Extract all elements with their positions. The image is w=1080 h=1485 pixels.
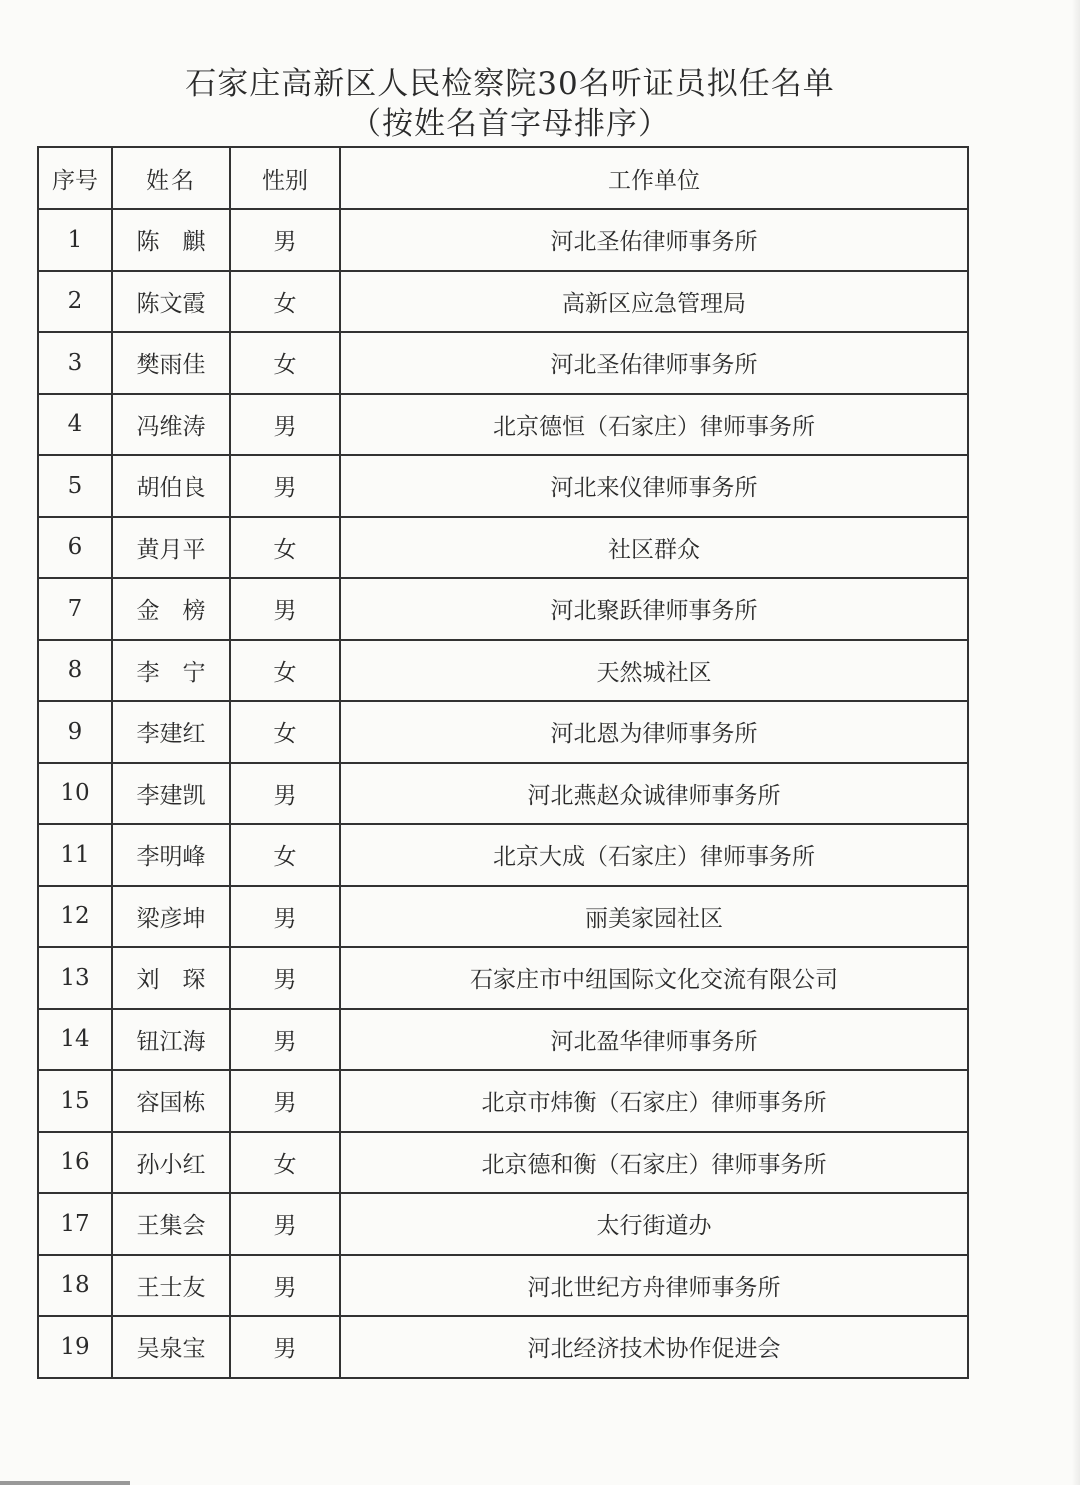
cell-name: 孙小红 <box>112 1132 230 1194</box>
table-row <box>38 209 968 271</box>
cell-gender: 女 <box>230 332 340 394</box>
cell-workplace: 北京市炜衡（石家庄）律师事务所 <box>340 1070 968 1132</box>
cell-gender: 男 <box>230 209 340 271</box>
cell-workplace: 社区群众 <box>340 517 968 579</box>
cell-name: 陈 麒 <box>112 209 230 271</box>
cell-name: 容国栋 <box>112 1070 230 1132</box>
cell-workplace: 河北聚跃律师事务所 <box>340 578 968 640</box>
cell-gender: 男 <box>230 763 340 825</box>
table-row <box>38 763 968 825</box>
cell-name: 吴泉宝 <box>112 1316 230 1378</box>
cell-gender: 女 <box>230 824 340 886</box>
cell-workplace: 北京德和衡（石家庄）律师事务所 <box>340 1132 968 1194</box>
appointee-table <box>37 146 969 1379</box>
cell-index: 17 <box>38 1193 112 1255</box>
cell-workplace: 河北世纪方舟律师事务所 <box>340 1255 968 1317</box>
cell-gender: 女 <box>230 640 340 702</box>
cell-gender: 男 <box>230 1316 340 1378</box>
cell-workplace: 河北圣佑律师事务所 <box>340 209 968 271</box>
page-edge <box>1072 0 1080 1485</box>
cell-index: 9 <box>38 701 112 763</box>
cell-name: 李 宁 <box>112 640 230 702</box>
table-row <box>38 455 968 517</box>
table-row <box>38 1070 968 1132</box>
cell-index: 16 <box>38 1132 112 1194</box>
cell-workplace: 河北盈华律师事务所 <box>340 1009 968 1071</box>
cell-name: 王集会 <box>112 1193 230 1255</box>
cell-name: 黄月平 <box>112 517 230 579</box>
cell-name: 梁彦坤 <box>112 886 230 948</box>
cell-workplace: 河北来仪律师事务所 <box>340 455 968 517</box>
cell-gender: 男 <box>230 1193 340 1255</box>
cell-workplace: 丽美家园社区 <box>340 886 968 948</box>
table-row <box>38 1193 968 1255</box>
cell-gender: 男 <box>230 886 340 948</box>
cell-name: 冯维涛 <box>112 394 230 456</box>
cell-name: 李建凯 <box>112 763 230 825</box>
cell-index: 8 <box>38 640 112 702</box>
cell-name: 刘 琛 <box>112 947 230 1009</box>
cell-name: 樊雨佳 <box>112 332 230 394</box>
cell-index: 15 <box>38 1070 112 1132</box>
cell-index: 2 <box>38 271 112 333</box>
cell-index: 10 <box>38 763 112 825</box>
table-header-row <box>38 147 968 209</box>
cell-name: 王士友 <box>112 1255 230 1317</box>
cell-workplace: 高新区应急管理局 <box>340 271 968 333</box>
cell-index: 1 <box>38 209 112 271</box>
cell-gender: 男 <box>230 947 340 1009</box>
cell-index: 4 <box>38 394 112 456</box>
table-row <box>38 517 968 579</box>
cell-workplace: 太行街道办 <box>340 1193 968 1255</box>
table-row <box>38 886 968 948</box>
table-row <box>38 578 968 640</box>
cell-name: 金 榜 <box>112 578 230 640</box>
cell-workplace: 河北圣佑律师事务所 <box>340 332 968 394</box>
cell-gender: 女 <box>230 517 340 579</box>
cell-name: 钮江海 <box>112 1009 230 1071</box>
table-row <box>38 332 968 394</box>
document-subtitle: （按姓名首字母排序） <box>350 106 670 142</box>
table-row <box>38 640 968 702</box>
cell-index: 7 <box>38 578 112 640</box>
cell-gender: 女 <box>230 271 340 333</box>
cell-gender: 男 <box>230 1009 340 1071</box>
cell-index: 12 <box>38 886 112 948</box>
cell-index: 18 <box>38 1255 112 1317</box>
cell-workplace: 北京德恒（石家庄）律师事务所 <box>340 394 968 456</box>
table-row <box>38 1009 968 1071</box>
cell-workplace: 石家庄市中纽国际文化交流有限公司 <box>340 947 968 1009</box>
document-title: 石家庄高新区人民检察院30名听证员拟任名单 <box>185 66 835 102</box>
table-row <box>38 1255 968 1317</box>
table-row <box>38 701 968 763</box>
cell-workplace: 河北恩为律师事务所 <box>340 701 968 763</box>
cell-index: 11 <box>38 824 112 886</box>
cell-name: 李明峰 <box>112 824 230 886</box>
cell-index: 19 <box>38 1316 112 1378</box>
header-workplace: 工作单位 <box>340 147 968 209</box>
table-row <box>38 947 968 1009</box>
table-row <box>38 824 968 886</box>
cell-workplace: 北京大成（石家庄）律师事务所 <box>340 824 968 886</box>
cell-index: 3 <box>38 332 112 394</box>
cell-index: 13 <box>38 947 112 1009</box>
cell-name: 李建红 <box>112 701 230 763</box>
header-index: 序号 <box>38 147 112 209</box>
cell-gender: 男 <box>230 1070 340 1132</box>
cell-workplace: 河北燕赵众诚律师事务所 <box>340 763 968 825</box>
cell-workplace: 河北经济技术协作促进会 <box>340 1316 968 1378</box>
cell-gender: 男 <box>230 1255 340 1317</box>
table-row <box>38 1132 968 1194</box>
cell-gender: 女 <box>230 1132 340 1194</box>
cell-gender: 男 <box>230 455 340 517</box>
cell-index: 14 <box>38 1009 112 1071</box>
header-name: 姓名 <box>112 147 230 209</box>
page-footer-mark <box>0 1481 130 1485</box>
table-row <box>38 271 968 333</box>
header-gender: 性别 <box>230 147 340 209</box>
table-row <box>38 1316 968 1378</box>
table-row <box>38 394 968 456</box>
cell-gender: 男 <box>230 578 340 640</box>
cell-name: 陈文霞 <box>112 271 230 333</box>
cell-gender: 男 <box>230 394 340 456</box>
cell-index: 6 <box>38 517 112 579</box>
cell-workplace: 天然城社区 <box>340 640 968 702</box>
cell-gender: 女 <box>230 701 340 763</box>
cell-name: 胡伯良 <box>112 455 230 517</box>
cell-index: 5 <box>38 455 112 517</box>
